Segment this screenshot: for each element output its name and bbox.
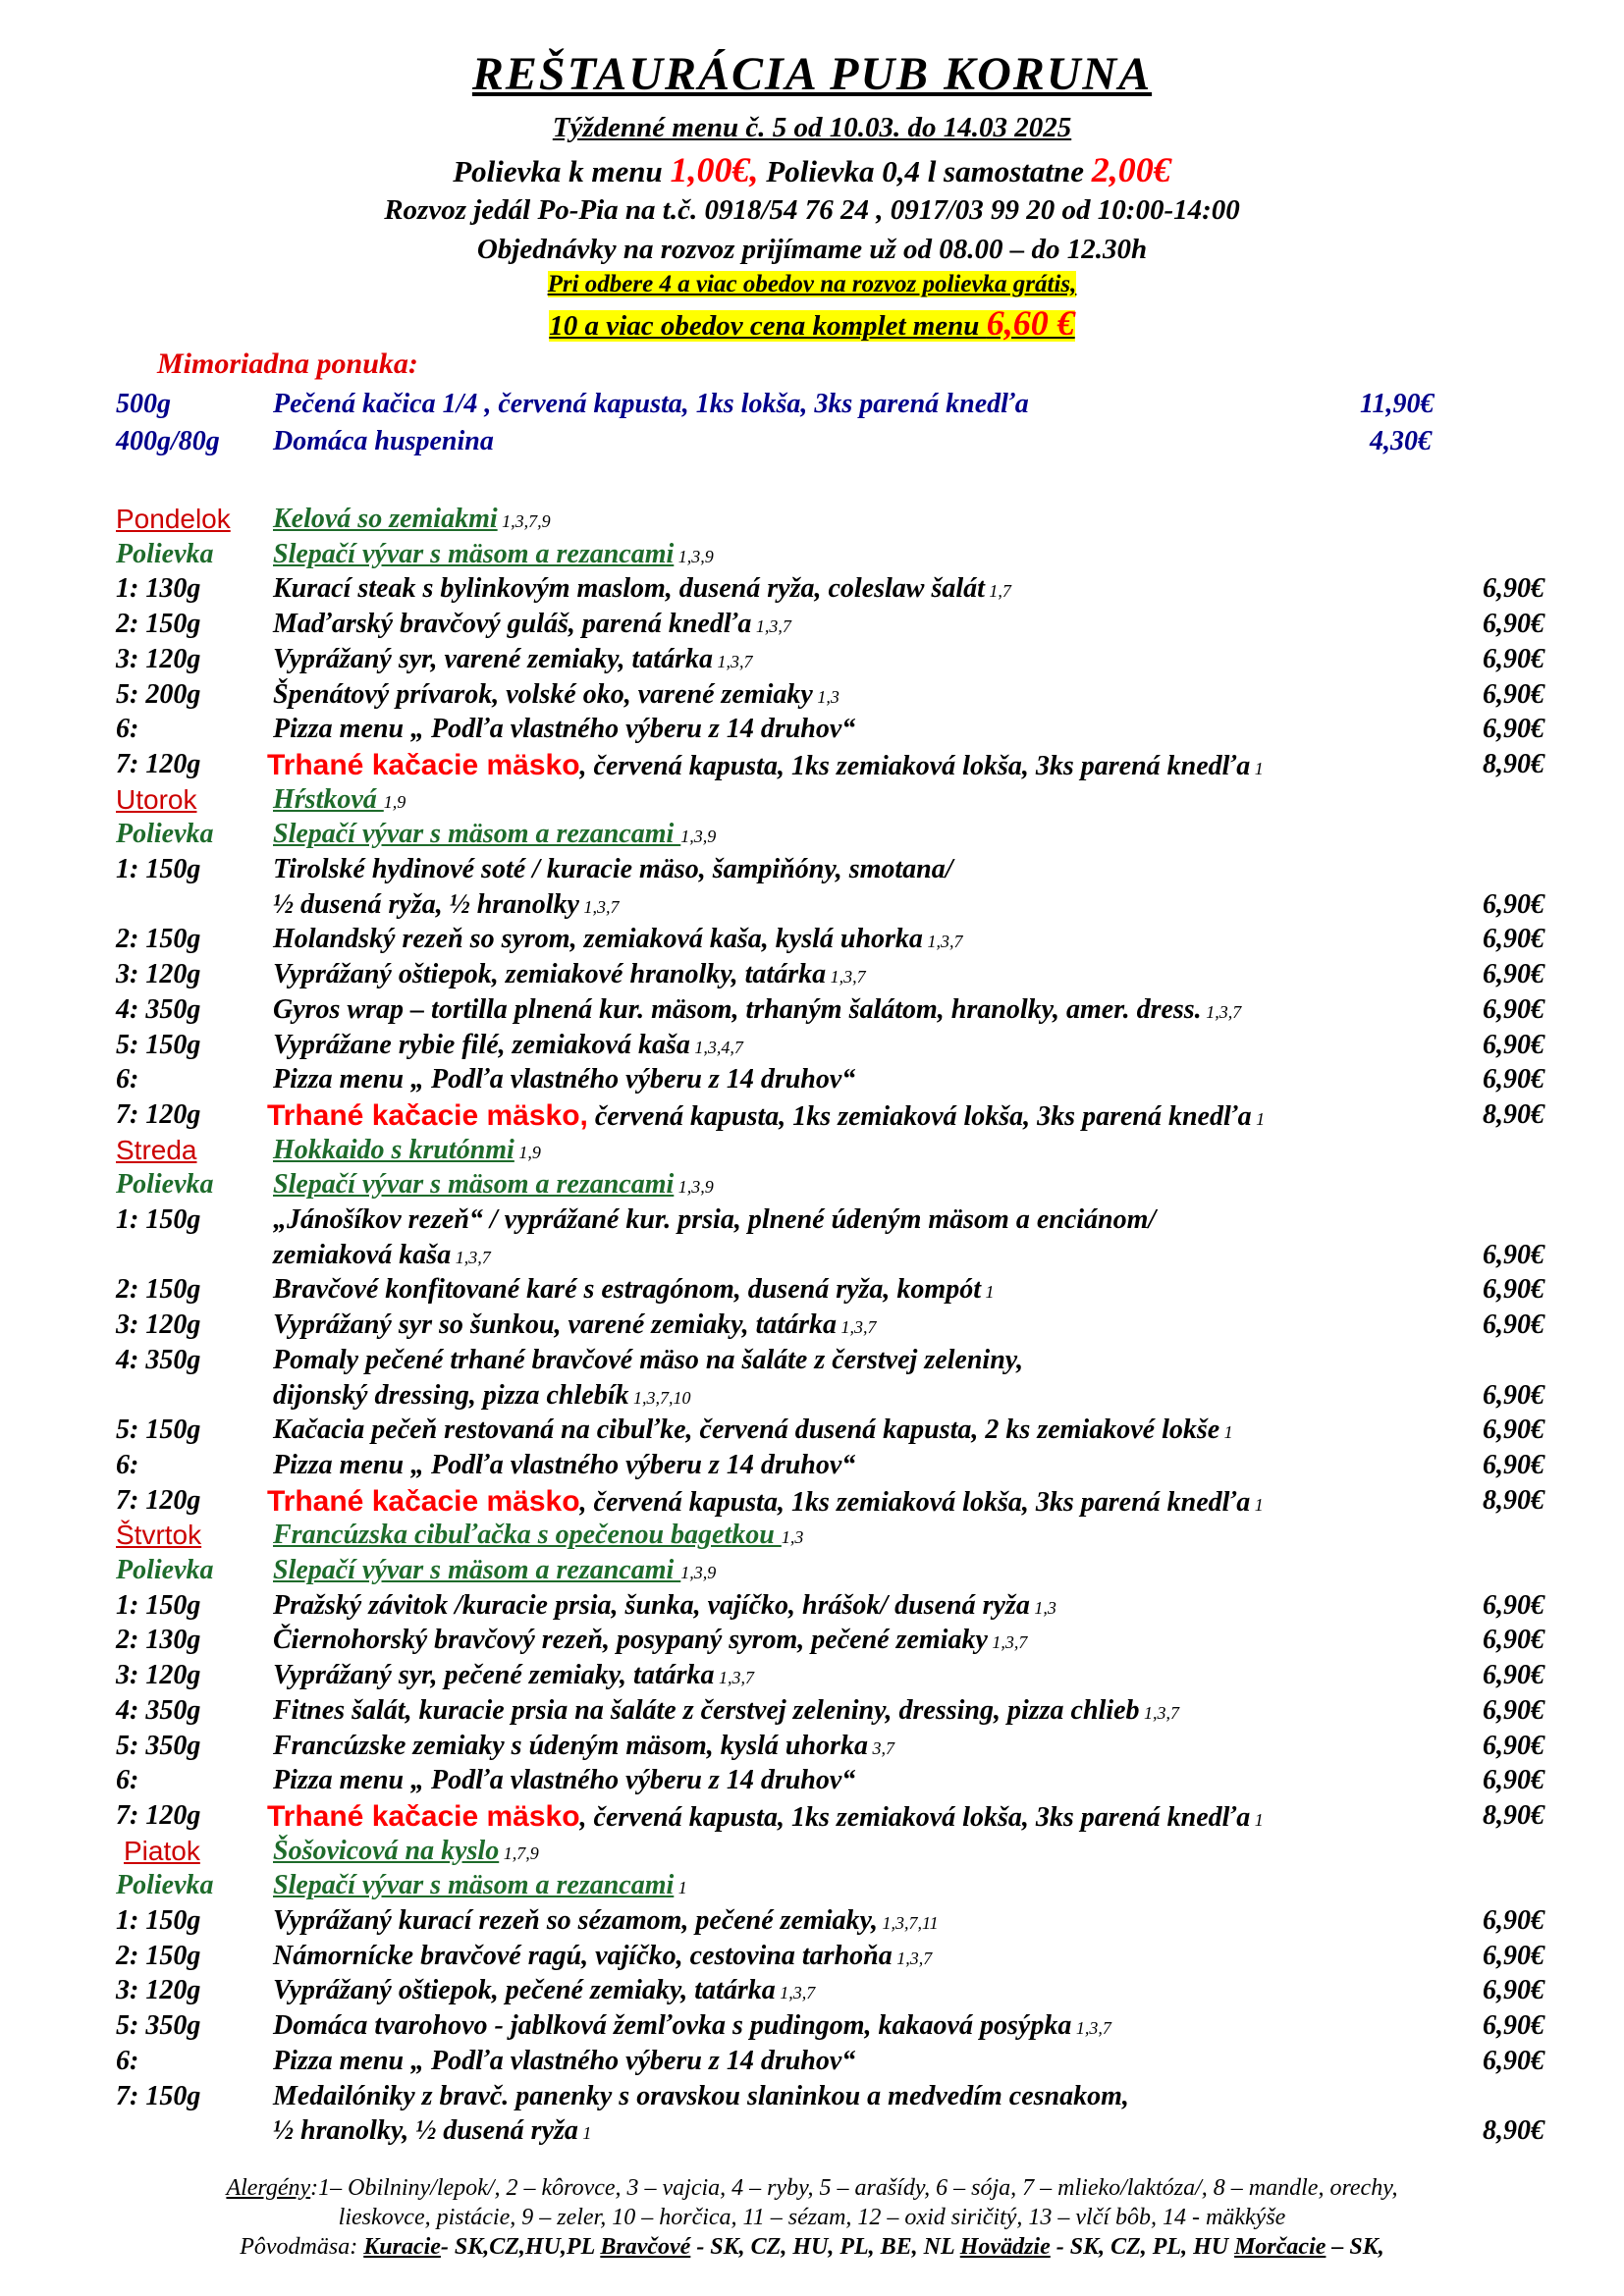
dish-allergens: 1,3 — [812, 686, 839, 707]
dish-description — [267, 749, 1264, 782]
dish-number: 3: 120g — [116, 1975, 201, 2006]
dish-allergens: 1,3,7 — [712, 651, 753, 671]
promo-line-2 — [0, 302, 1624, 344]
dish-description — [273, 889, 619, 921]
origin-beef-countries: - SK, CZ, PL, HU — [1050, 2234, 1235, 2260]
dish-number: 1: 150g — [116, 1905, 201, 1936]
dish-allergens: 1,3 — [1029, 1597, 1056, 1618]
promo-line-1 — [0, 271, 1624, 298]
dish-description — [273, 1380, 690, 1412]
origin-pork-label: Bravčové — [600, 2234, 691, 2260]
day-soup — [273, 784, 406, 816]
dish-price: 6,90€ — [1483, 643, 1544, 674]
day-soup-allergens: 1,9 — [514, 1142, 541, 1162]
day-label: Utorok — [116, 783, 197, 815]
dish-description — [273, 1731, 894, 1762]
dish-allergens: 1,3,7 — [578, 896, 620, 917]
dish-description — [273, 1905, 939, 1937]
dish-description — [267, 1485, 1264, 1519]
dish-name: Špenátový prívarok, volské oko, varené zemiaky — [273, 678, 813, 710]
dish-description — [273, 1660, 754, 1691]
dish-name: Domáca tvarohovo - jablková žemľovka s pudingom, kakaová posýpka — [273, 2010, 1072, 2042]
day-soup — [273, 1836, 539, 1867]
dish-number: 2: 150g — [116, 609, 201, 640]
dish-description — [273, 2081, 1129, 2112]
dish-description — [273, 1590, 1056, 1622]
dish-name: Pizza menu „ Podľa vlastného výberu z 14 druhov“ — [273, 1449, 856, 1480]
allergen-list-1: :1– Obilniny/lepok/, 2 – kôrovce, 3 – vajcia, 4 – ryby, 5 – arašídy, 6 – sója, 7 – mlieko/laktóza/, 8 – mandle, orechy, — [310, 2175, 1398, 2201]
dish-price: 8,90€ — [1483, 2115, 1544, 2147]
delivery-info: Rozvoz jedál Po-Pia na t.č. 0918/54 76 24 , 0917/03 99 20 od 10:00-14:00 — [384, 194, 1240, 226]
dish-name: dijonský dressing, pizza chlebík — [273, 1379, 629, 1411]
dish-name: Fitnes šalát, kuracie prsia na šaláte z čerstvej zeleniny, dressing, pizza chlieb — [273, 1694, 1140, 1726]
dish-allergens: 1,3,7 — [451, 1247, 491, 1267]
day-label: Štvrtok — [116, 1520, 202, 1551]
dish-name: Pizza menu „ Podľa vlastného výberu z 14 druhov“ — [273, 1765, 856, 1796]
dish-name: Vyprážaný oštiepok, zemiakové hranolky, tatárka — [273, 959, 827, 990]
dish-allergens: 1 — [1250, 1494, 1264, 1515]
dish-number: 5: 150g — [116, 1029, 201, 1060]
dish-name: Pizza menu „ Podľa vlastného výberu z 14 druhov“ — [273, 2045, 856, 2076]
dish-allergens: 1,3,4,7 — [689, 1037, 743, 1057]
dish-price: 6,90€ — [1483, 609, 1544, 640]
dish-name: Vyprážaný oštiepok, pečené zemiaky, tatárka — [273, 1975, 776, 2006]
restaurant-title: REŠTAURÁCIA PUB KORUNA — [471, 48, 1153, 100]
dish-price: 8,90€ — [1483, 1799, 1544, 1831]
dish-name: ½ hranolky, ½ dusená ryža — [273, 2115, 578, 2147]
dish-price: 6,90€ — [1483, 1765, 1544, 1796]
dish-price: 6,90€ — [1483, 1415, 1544, 1446]
dish-description — [273, 2010, 1111, 2042]
dish-number: 1: 130g — [116, 573, 201, 605]
meat-origin-line — [0, 2234, 1624, 2261]
dish-number: 5: 150g — [116, 1415, 201, 1446]
dish-description — [273, 959, 866, 990]
dish-price: 6,90€ — [1483, 1660, 1544, 1691]
dish-name: Pizza menu „ Podľa vlastného výberu z 14 druhov“ — [273, 714, 856, 745]
dish-number: 1: 150g — [116, 1204, 201, 1235]
polievka-allergens: 1,3,9 — [680, 827, 717, 847]
dish-allergens: 1 — [1250, 1809, 1264, 1830]
dish-name: Vyprážaný kurací rezeň so sézamom, pečené zemiaky, — [273, 1905, 878, 1936]
dish-number: 3: 120g — [116, 1309, 201, 1341]
dish-allergens: 1,3,7 — [826, 967, 866, 988]
day-soup-allergens: 1,7,9 — [499, 1842, 539, 1863]
dish-name: Bravčové konfitované karé s estragónom, dusená ryža, kompót — [273, 1274, 981, 1306]
dish-description — [273, 1975, 815, 2006]
dish-description — [273, 1309, 877, 1341]
dish-allergens: 1,3,7 — [1139, 1702, 1180, 1723]
dish-name: Námornícke bravčové ragú, vajíčko, cestovina tarhoňa — [273, 1940, 893, 1971]
polievka-allergens: 1,3,9 — [674, 1177, 714, 1198]
polievka-soup — [273, 1870, 687, 1901]
dish-allergens: 1,3,7,10 — [628, 1387, 691, 1408]
dish-number: 3: 120g — [116, 1660, 201, 1691]
dish-description — [273, 924, 962, 955]
dish-description — [273, 714, 855, 745]
dish-name: červená kapusta, 1ks zemiaková lokša, 3ks parená knedľa — [587, 1100, 1252, 1132]
dish-allergens: 1,3,7 — [1071, 2018, 1111, 2039]
dish-price: 6,90€ — [1483, 1589, 1544, 1621]
dish-number: 2: 130g — [116, 1625, 201, 1656]
dish-allergens: 1,3,7 — [775, 1983, 816, 2003]
allergen-line-1 — [0, 2175, 1624, 2202]
dish-price: 6,90€ — [1483, 1309, 1544, 1341]
dish-allergens: 1,3,7 — [714, 1668, 755, 1688]
dish-name: Vyprážaný syr, varené zemiaky, tatárka — [273, 643, 713, 674]
dish-allergens: 1 — [1219, 1422, 1233, 1443]
soup-menu-label: Polievka k menu — [453, 154, 671, 188]
dish-name: Gyros wrap – tortilla plnená kur. mäsom, trhaným šalátom, hranolky, amer. dress. — [273, 993, 1202, 1025]
day-soup-allergens: 1,3 — [781, 1527, 804, 1548]
special-weight: 400g/80g — [116, 426, 220, 456]
dish-price: 6,90€ — [1483, 959, 1544, 990]
dish-name: Vyprážaný syr so šunkou, varené zemiaky, tatárka — [273, 1309, 838, 1341]
dish-number: 7: 120g — [116, 1799, 201, 1831]
special-price: 11,90€ — [1360, 389, 1435, 419]
special-name: Pečená kačica 1/4 , červená kapusta, 1ks lokša, 3ks parená knedľa — [273, 389, 1029, 419]
dish-price: 6,90€ — [1483, 1449, 1544, 1480]
origin-pork-countries: - SK, CZ, HU, PL, BE, NL — [690, 2234, 960, 2260]
dish-number: 5: 350g — [116, 1730, 201, 1761]
dish-number: 7: 150g — [116, 2080, 201, 2111]
dish-highlight: Trhané kačacie mäsko — [267, 748, 580, 781]
day-soup-allergens: 1,3,7,9 — [497, 511, 551, 531]
dish-description — [267, 1800, 1264, 1834]
dish-number: 2: 150g — [116, 1940, 201, 1971]
polievka-soup — [273, 539, 714, 570]
dish-price: 6,90€ — [1483, 2045, 1544, 2076]
dish-price: 6,90€ — [1483, 573, 1544, 605]
dish-number: 4: 350g — [116, 1344, 201, 1375]
dish-description — [273, 1415, 1233, 1446]
dish-description — [273, 2046, 855, 2077]
dish-name: Pražský závitok /kuracie prsia, šunka, vajíčko, hrášok/ dusená ryža — [273, 1589, 1030, 1621]
day-label: Piatok — [124, 1835, 200, 1866]
polievka-soup — [273, 1169, 714, 1201]
dish-allergens: 1,7 — [984, 581, 1011, 602]
day-soup-name: Kelová so zemiakmi — [273, 504, 498, 534]
dish-name: Kurací steak s bylinkovým maslom, dusená ryža, coleslaw šalát — [273, 573, 985, 605]
dish-name: „Jánošíkov rezeň“ / vyprážané kur. prsia, plnené údeným mäsom a enciánom/ — [273, 1204, 1157, 1235]
orders-info: Objednávky na rozvoz prijímame už od 08.00 – do 12.30h — [476, 234, 1148, 265]
dish-number: 6: — [116, 1449, 139, 1480]
dish-name: Vyprážaný syr, pečené zemiaky, tatárka — [273, 1660, 715, 1691]
dish-name: zemiaková kaša — [273, 1239, 452, 1270]
polievka-name: Slepačí vývar s mäsom a rezancami — [273, 538, 675, 569]
dish-name: Pizza menu „ Podľa vlastného výberu z 14 druhov“ — [273, 1064, 856, 1095]
dish-allergens: 1,3,7 — [837, 1317, 877, 1338]
polievka-allergens: 1,3,9 — [674, 546, 714, 566]
special-price: 4,30€ — [1370, 426, 1432, 456]
dish-number: 2: 150g — [116, 924, 201, 955]
dish-allergens: 1 — [577, 2123, 592, 2144]
polievka-allergens: 1 — [674, 1878, 687, 1898]
dish-allergens: 1,3,7 — [987, 1632, 1028, 1653]
dish-price: 6,90€ — [1483, 1239, 1544, 1270]
dish-number: 6: — [116, 2045, 139, 2076]
soup-menu-price: 1,00€, — [670, 150, 759, 189]
dish-name: Francúzske zemiaky s údeným mäsom, kyslá uhorka — [273, 1730, 868, 1761]
polievka-allergens: 1,3,9 — [680, 1563, 717, 1582]
meat-origin-label: Pôvodmäsa: — [240, 2234, 364, 2260]
dish-price: 6,90€ — [1483, 1905, 1544, 1936]
dish-name: , červená kapusta, 1ks zemiaková lokša, 3ks parená knedľa — [579, 750, 1251, 781]
dish-description — [273, 1450, 855, 1481]
dish-price: 6,90€ — [1483, 924, 1544, 955]
dish-number: 1: 150g — [116, 1589, 201, 1621]
dish-price: 6,90€ — [1483, 1975, 1544, 2006]
dish-price: 6,90€ — [1483, 1274, 1544, 1306]
soup-separate-price: 2,00€ — [1091, 150, 1171, 189]
dish-name: ½ dusená ryža, ½ hranolky — [273, 888, 579, 920]
dish-description — [273, 1064, 855, 1095]
dish-number: 5: 200g — [116, 678, 201, 710]
dish-description — [267, 1099, 1265, 1133]
dish-number: 6: — [116, 1765, 139, 1796]
dish-number: 7: 120g — [116, 1484, 201, 1516]
day-soup — [273, 1520, 803, 1551]
dish-number: 7: 120g — [116, 748, 201, 779]
soup-price-line — [0, 149, 1624, 190]
dish-allergens: 1,3,7 — [1201, 1001, 1242, 1022]
dish-name: , červená kapusta, 1ks zemiaková lokša, 3ks parená knedľa — [579, 1801, 1251, 1833]
dish-number: 4: 350g — [116, 1694, 201, 1726]
dish-description — [273, 1204, 1156, 1236]
dish-number: 6: — [116, 714, 139, 745]
dish-name: Vyprážane rybie filé, zemiaková kaša — [273, 1029, 690, 1060]
day-soup-name: Hokkaido s krutónmi — [273, 1134, 514, 1165]
origin-chicken-label: Kuracie — [363, 2234, 441, 2260]
allergen-label: Alergény — [226, 2175, 311, 2201]
dish-description — [273, 1030, 743, 1061]
soup-separate-label: Polievka 0,4 l samostatne — [758, 154, 1092, 188]
dish-highlight: Trhané kačacie mäsko — [267, 1799, 580, 1833]
dish-description — [273, 1274, 995, 1306]
origin-beef-label: Hovädzie — [959, 2234, 1051, 2260]
promo-ten-text: 10 a viac obedov cena komplet menu — [549, 310, 987, 342]
dish-price: 6,90€ — [1483, 1064, 1544, 1095]
promo-soup-free: Pri odbere 4 a viac obedov na rozvoz polievka grátis, — [547, 271, 1077, 297]
dish-number: 1: 150g — [116, 854, 201, 884]
dish-number: 2: 150g — [116, 1274, 201, 1306]
dish-description — [273, 2115, 591, 2147]
day-label: Pondelok — [116, 504, 231, 534]
dish-price: 6,90€ — [1483, 1625, 1544, 1656]
dish-number: 3: 120g — [116, 643, 201, 674]
dish-description — [273, 573, 1011, 605]
dish-price: 6,90€ — [1483, 1379, 1544, 1411]
dish-name: Medailóniky z bravč. panenky s oravskou slaninkou a medvedím cesnakom, — [273, 2080, 1129, 2111]
dish-description — [273, 1765, 855, 1796]
dish-price: 6,90€ — [1483, 714, 1544, 745]
polievka-label: Polievka — [116, 1555, 214, 1585]
dish-price: 6,90€ — [1483, 1029, 1544, 1060]
dish-price: 6,90€ — [1483, 2010, 1544, 2042]
dish-number: 4: 350g — [116, 993, 201, 1025]
day-soup — [273, 1135, 541, 1166]
day-soup — [273, 504, 551, 535]
dish-description — [273, 1345, 1023, 1376]
polievka-label: Polievka — [116, 1870, 214, 1901]
polievka-name: Slepačí vývar s mäsom a rezancami — [273, 1555, 681, 1585]
dish-description — [273, 1695, 1179, 1727]
polievka-label: Polievka — [116, 1169, 214, 1201]
dish-description — [273, 1240, 491, 1271]
dish-number: 6: — [116, 1064, 139, 1095]
dish-highlight: Trhané kačacie mäsko, — [267, 1098, 588, 1132]
special-weight: 500g — [116, 389, 171, 419]
dish-name: Kačacia pečeň restovaná na cibuľke, červená dusená kapusta, 2 ks zemiakové lokše — [273, 1415, 1220, 1446]
day-soup-allergens: 1,9 — [383, 791, 406, 812]
day-soup-name: Hŕstková — [273, 783, 384, 815]
dish-description — [273, 854, 953, 885]
polievka-label: Polievka — [116, 819, 214, 850]
dish-number: 3: 120g — [116, 959, 201, 990]
polievka-name: Slepačí vývar s mäsom a rezancami — [273, 819, 681, 850]
polievka-name: Slepačí vývar s mäsom a rezancami — [273, 1169, 675, 1201]
dish-description — [273, 1941, 932, 1972]
dish-allergens: 1,3,7 — [892, 1948, 933, 1968]
dish-allergens: 1 — [1251, 1108, 1266, 1129]
origin-turkey-label: Morčacie — [1234, 2234, 1326, 2260]
dish-number: 7: 120g — [116, 1098, 201, 1130]
dish-description — [273, 994, 1241, 1026]
dish-allergens: 1 — [981, 1282, 995, 1303]
origin-turkey-countries: – SK, — [1326, 2234, 1384, 2260]
polievka-soup — [273, 819, 716, 850]
dish-name: Holandský rezeň so syrom, zemiaková kaša, kyslá uhorka — [273, 924, 923, 955]
polievka-label: Polievka — [116, 538, 214, 569]
dish-price: 8,90€ — [1483, 748, 1544, 779]
promo-ten-meals — [549, 303, 1075, 343]
dish-name: , červená kapusta, 1ks zemiaková lokša, 3ks parená knedľa — [579, 1486, 1251, 1518]
day-soup-name: Francúzska cibuľačka s opečenou bagetkou — [273, 1520, 782, 1551]
dish-price: 6,90€ — [1483, 1940, 1544, 1971]
dish-allergens: 1,3,7 — [751, 616, 791, 637]
dish-allergens: 1,3,7 — [922, 932, 963, 952]
day-label: Streda — [116, 1134, 197, 1165]
origin-chicken-countries: - SK,CZ,HU,PL — [440, 2234, 601, 2260]
polievka-name: Slepačí vývar s mäsom a rezancami — [273, 1870, 675, 1901]
dish-allergens: 1,3,7,11 — [877, 1913, 939, 1933]
promo-price: 6,60 € — [986, 303, 1075, 343]
dish-allergens: 1 — [1250, 758, 1264, 778]
special-name: Domáca huspenina — [273, 426, 494, 456]
allergen-line-2: lieskovce, pistácie, 9 – zeler, 10 – horčica, 11 – sézam, 12 – oxid siričitý, 13 – vlčí bôb, 14 - mäkkýše — [338, 2205, 1286, 2230]
dish-price: 8,90€ — [1483, 1098, 1544, 1130]
week-menu-heading: Týždenné menu č. 5 od 10.03. do 14.03 2025 — [552, 112, 1072, 143]
dish-highlight: Trhané kačacie mäsko — [267, 1484, 580, 1518]
polievka-soup — [273, 1555, 716, 1586]
dish-price: 6,90€ — [1483, 1694, 1544, 1726]
dish-name: Pomaly pečené trhané bravčové mäso na šaláte z čerstvej zeleniny, — [273, 1344, 1024, 1375]
dish-price: 8,90€ — [1483, 1484, 1544, 1516]
dish-description — [273, 679, 839, 711]
dish-price: 6,90€ — [1483, 678, 1544, 710]
day-soup-name: Šošovicová na kyslo — [273, 1835, 500, 1866]
special-offer-title: Mimoriadna ponuka: — [157, 347, 418, 380]
dish-name: Čiernohorský bravčový rezeň, posypaný syrom, pečené zemiaky — [273, 1625, 988, 1656]
dish-description — [273, 609, 791, 640]
dish-price: 6,90€ — [1483, 888, 1544, 920]
dish-price: 6,90€ — [1483, 993, 1544, 1025]
dish-name: Maďarský bravčový guláš, parená knedľa — [273, 609, 752, 640]
dish-allergens: 3,7 — [867, 1737, 894, 1758]
dish-name: Tirolské hydinové soté / kuracie mäso, šampiňóny, smotana/ — [273, 854, 953, 884]
dish-number: 5: 350g — [116, 2010, 201, 2042]
dish-description — [273, 1625, 1027, 1656]
dish-description — [273, 644, 752, 675]
dish-price: 6,90€ — [1483, 1730, 1544, 1761]
